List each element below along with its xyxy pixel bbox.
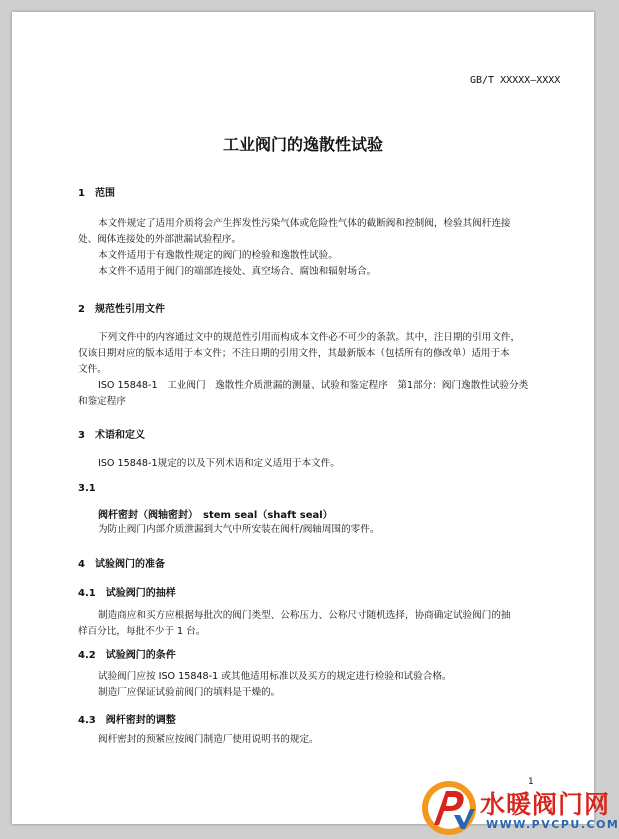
document-title: 工业阀门的逸散性试验: [222, 135, 383, 154]
section-2-para-line-1: 下列文件中的内容通过文中的规范性引用而构成本文件必不可少的条款。其中，注日期的引用文件，: [98, 332, 521, 343]
section-3-1-definition: 为防止阀门内部介质泄漏到大气中所安装在阀杆/阀轴周围的零件。: [98, 524, 380, 535]
section-2-reference-line-2: 和鉴定程序: [78, 396, 126, 407]
section-3-1-number: 3.1: [78, 483, 96, 494]
section-1-para-2: 本文件适用于有逸散性规定的阀门的检验和逸散性试验。: [98, 250, 338, 261]
section-1-para-1-line-2: 处、阀体连接处的外部泄漏试验程序。: [78, 234, 242, 245]
section-2-para-line-2: 仅该日期对应的版本适用于本文件；不注日期的引用文件，其最新版本（包括所有的修改单）适用于本: [78, 348, 510, 359]
page-number: 1: [528, 777, 534, 787]
section-2-heading: 2 规范性引用文件: [78, 304, 165, 315]
site-watermark-logo: [420, 779, 619, 839]
section-2-reference-line-1: ISO 15848-1 工业阀门 逸散性介质泄漏的测量、试验和鉴定程序 第1部分：阀门逸散性试验分类: [98, 380, 529, 391]
section-2-para-line-3: 文件。: [78, 364, 107, 375]
watermark-site-url: WWW.PVCPU.COM: [486, 818, 619, 831]
section-4-heading: 4 试验阀门的准备: [78, 559, 165, 570]
section-3-1-term: 阀杆密封（阀轴密封） stem seal（shaft seal）: [98, 510, 333, 521]
pv-logo-icon: [420, 779, 478, 837]
section-1-para-1-line-1: 本文件规定了适用介质将会产生挥发性污染气体或危险性气体的截断阀和控制阀，检验其阀杆连接: [98, 218, 511, 229]
section-3-heading: 3 术语和定义: [78, 430, 145, 441]
section-4-2-heading: 4.2 试验阀门的条件: [78, 650, 176, 661]
standard-number: GB/T XXXXX—XXXX: [470, 75, 561, 86]
document-page: [12, 12, 594, 824]
section-4-1-line-1: 制造商应和买方应根据每批次的阀门类型、公称压力、公称尺寸随机选择，协商确定试验阀门的抽: [98, 610, 511, 621]
section-4-2-line-2: 制造厂应保证试验前阀门的填料是干燥的。: [98, 687, 281, 698]
section-4-2-line-1: 试验阀门应按 ISO 15848-1 或其他适用标准以及买方的规定进行检验和试验合格。: [98, 671, 452, 682]
section-4-1-line-2: 样百分比，每批不少于 1 台。: [78, 626, 206, 637]
section-4-1-heading: 4.1 试验阀门的抽样: [78, 588, 176, 599]
section-4-3-line-1: 阀杆密封的预紧应按阀门制造厂使用说明书的规定。: [98, 734, 319, 745]
section-3-para: ISO 15848-1规定的以及下列术语和定义适用于本文件。: [98, 458, 340, 469]
section-1-heading: 1 范围: [78, 188, 115, 199]
watermark-site-name: 水暖阀门网: [480, 790, 611, 819]
section-1-para-3: 本文件不适用于阀门的端部连接处、真空场合、腐蚀和辐射场合。: [98, 266, 377, 277]
section-4-3-heading: 4.3 阀杆密封的调整: [78, 715, 176, 726]
